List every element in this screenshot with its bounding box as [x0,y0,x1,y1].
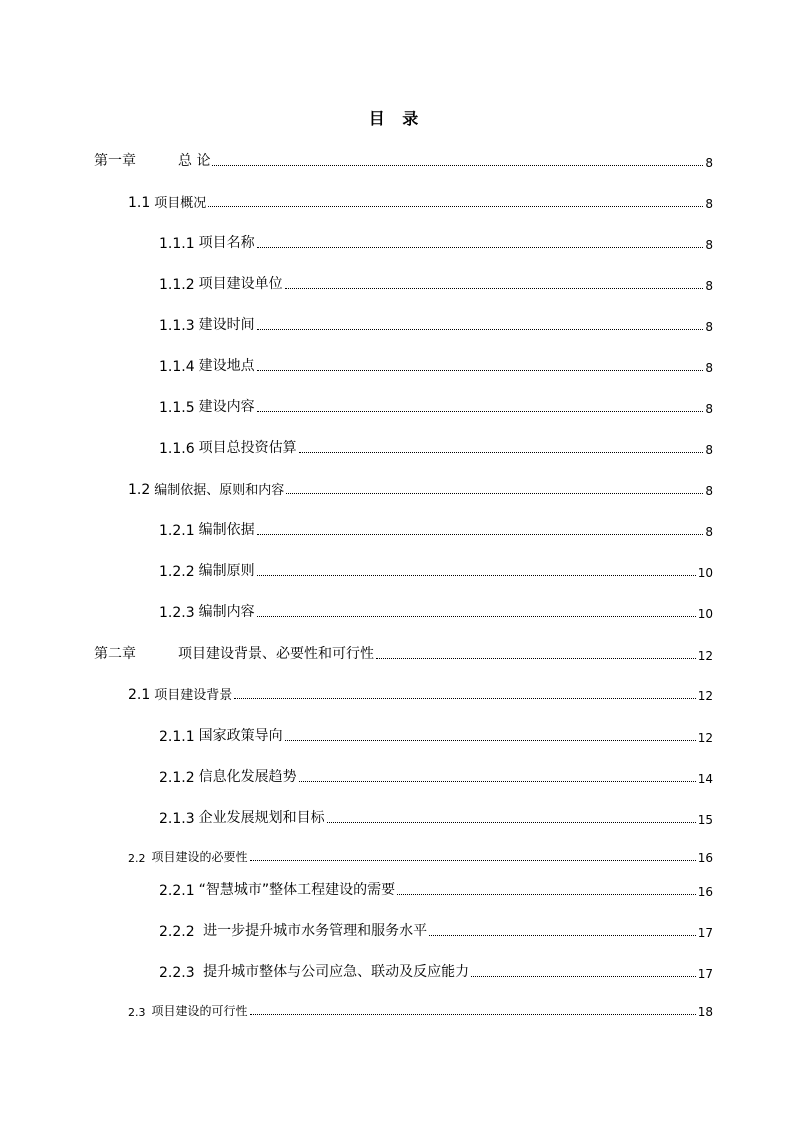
toc-entry[interactable] [94,643,713,663]
toc-entry-title: 建设地点 [198,358,255,374]
toc-entry-number: 1.1.4 [159,359,195,375]
toc-entry-title: 编制依据、原则和内容 [154,483,285,498]
toc-entry[interactable] [159,519,713,539]
toc-entry-number: 2.1.2 [159,770,195,786]
toc-leader-dots [234,698,695,699]
toc-entry[interactable] [159,601,713,621]
toc-leader-dots [212,165,703,166]
toc-entry-page: 8 [705,443,713,457]
toc-entry-number: 1.2 [128,482,151,498]
toc-entry-number: 1.2.1 [159,523,195,539]
toc-entry-page: 10 [697,566,713,580]
toc-entry-page: 10 [697,607,713,621]
toc-entry-number: 2.2.3 [159,965,195,981]
toc-entry-page: 8 [705,197,713,211]
toc-entry-page: 18 [697,1005,713,1019]
toc-entry[interactable] [159,273,713,293]
toc-entry-page: 16 [697,885,713,899]
toc-entry[interactable] [159,560,713,580]
toc-entry-title: 信息化发展趋势 [198,769,297,785]
toc-entry-title: 项目名称 [198,235,255,251]
toc-entry-page: 14 [697,772,713,786]
toc-entry-title: 项目建设的必要性 [151,850,248,864]
toc-leader-dots [286,493,703,494]
toc-entry[interactable] [159,314,713,334]
toc-leader-dots [257,616,696,617]
toc-leader-dots [257,247,704,248]
toc-entry-number: 1.2.3 [159,605,195,621]
toc-entry-page: 8 [705,156,713,170]
toc-entry[interactable] [128,845,713,865]
toc-entry-title: 建设内容 [198,399,255,415]
toc-entry[interactable] [159,807,713,827]
toc-leader-dots [250,1014,696,1015]
toc-entry[interactable] [94,150,713,170]
toc-entry-page: 16 [697,851,713,865]
toc-entry-page: 12 [697,689,713,703]
toc-entry[interactable] [159,355,713,375]
toc-entry[interactable] [159,437,713,457]
toc-leader-dots [327,822,696,823]
toc-entry-page: 15 [697,813,713,827]
toc-entry[interactable] [128,999,713,1019]
toc-entry-title: 国家政策导向 [198,728,283,744]
toc-entry-number: 2.1.3 [159,811,195,827]
toc-entry-title: 编制原则 [198,563,255,579]
toc-leader-dots [257,370,704,371]
toc-entry-page: 12 [697,649,713,663]
toc-entry-number: 2.3 [128,1006,146,1019]
toc-entry-title: 编制内容 [198,604,255,620]
toc-leader-dots [376,658,696,659]
toc-entry-title: 企业发展规划和目标 [198,810,325,826]
toc-entry-number: 2.1 [128,687,151,703]
toc-entry-number: 1.1.6 [159,441,195,457]
toc-leader-dots [299,452,704,453]
toc-leader-dots [208,206,703,207]
toc-title: 目 录 [368,109,425,128]
toc-entry-number: 1.1 [128,195,151,211]
toc-entry[interactable] [159,766,713,786]
toc-entry-number: 1.1.2 [159,277,195,293]
toc-entry-number: 2.1.1 [159,729,195,745]
toc-entry[interactable] [159,961,713,981]
toc-entry-page: 17 [697,926,713,940]
toc-entry[interactable] [128,191,713,211]
toc-entry-page: 8 [705,484,713,498]
toc-entry-title: 项目概况 [154,196,207,211]
toc-entry-page: 8 [705,320,713,334]
toc-entry-number: 2.2.1 [159,883,195,899]
toc-entry[interactable] [159,396,713,416]
toc-entry-number: 1.1.3 [159,318,195,334]
toc-entry-page: 8 [705,361,713,375]
toc-entry-number: 1.1.5 [159,400,195,416]
toc-entry-number: 2.2 [128,852,146,865]
toc-leader-dots [299,781,696,782]
toc-leader-dots [471,976,696,977]
toc-entry-number: 1.1.1 [159,236,195,252]
toc-entry-page: 8 [705,238,713,252]
toc-leader-dots [429,935,696,936]
toc-entry-title: 建设时间 [198,317,255,333]
toc-entry-page: 8 [705,402,713,416]
toc-entry-title: 项目建设的可行性 [151,1004,248,1018]
toc-entry[interactable] [159,879,713,899]
toc-leader-dots [257,411,704,412]
toc-entry-page: 12 [697,731,713,745]
toc-entry-title: 提升城市整体与公司应急、联动及反应能力 [198,964,470,980]
toc-entry-title: 项目总投资估算 [198,440,297,456]
toc-leader-dots [250,860,696,861]
toc-entry-title: 总 论 [178,153,211,169]
toc-entry-title: 项目建设背景、必要性和可行性 [178,646,374,662]
toc-entry-number: 2.2.2 [159,924,195,940]
toc-entry-title: 进一步提升城市水务管理和服务水平 [198,923,428,939]
toc-leader-dots [285,288,704,289]
toc-entry[interactable] [159,232,713,252]
toc-entry[interactable] [128,478,713,498]
toc-entry-title: 项目建设背景 [154,688,233,703]
toc-entry-page: 8 [705,279,713,293]
toc-entry-title: 项目建设单位 [198,276,283,292]
toc-entry-page: 17 [697,967,713,981]
toc-entry[interactable] [159,920,713,940]
toc-leader-dots [397,894,696,895]
toc-entry-number: 第二章 [94,646,136,662]
toc-entry-number: 1.2.2 [159,564,195,580]
toc-leader-dots [285,740,696,741]
toc-entry-number: 第一章 [94,153,136,169]
toc-entry-page: 8 [705,525,713,539]
toc-entry[interactable] [128,683,713,703]
toc-entry-title: “智慧城市”整体工程建设的需要 [198,882,396,898]
toc-entry-title: 编制依据 [198,522,255,538]
toc-leader-dots [257,575,696,576]
toc-leader-dots [257,329,704,330]
toc-leader-dots [257,534,704,535]
toc-entry[interactable] [159,725,713,745]
